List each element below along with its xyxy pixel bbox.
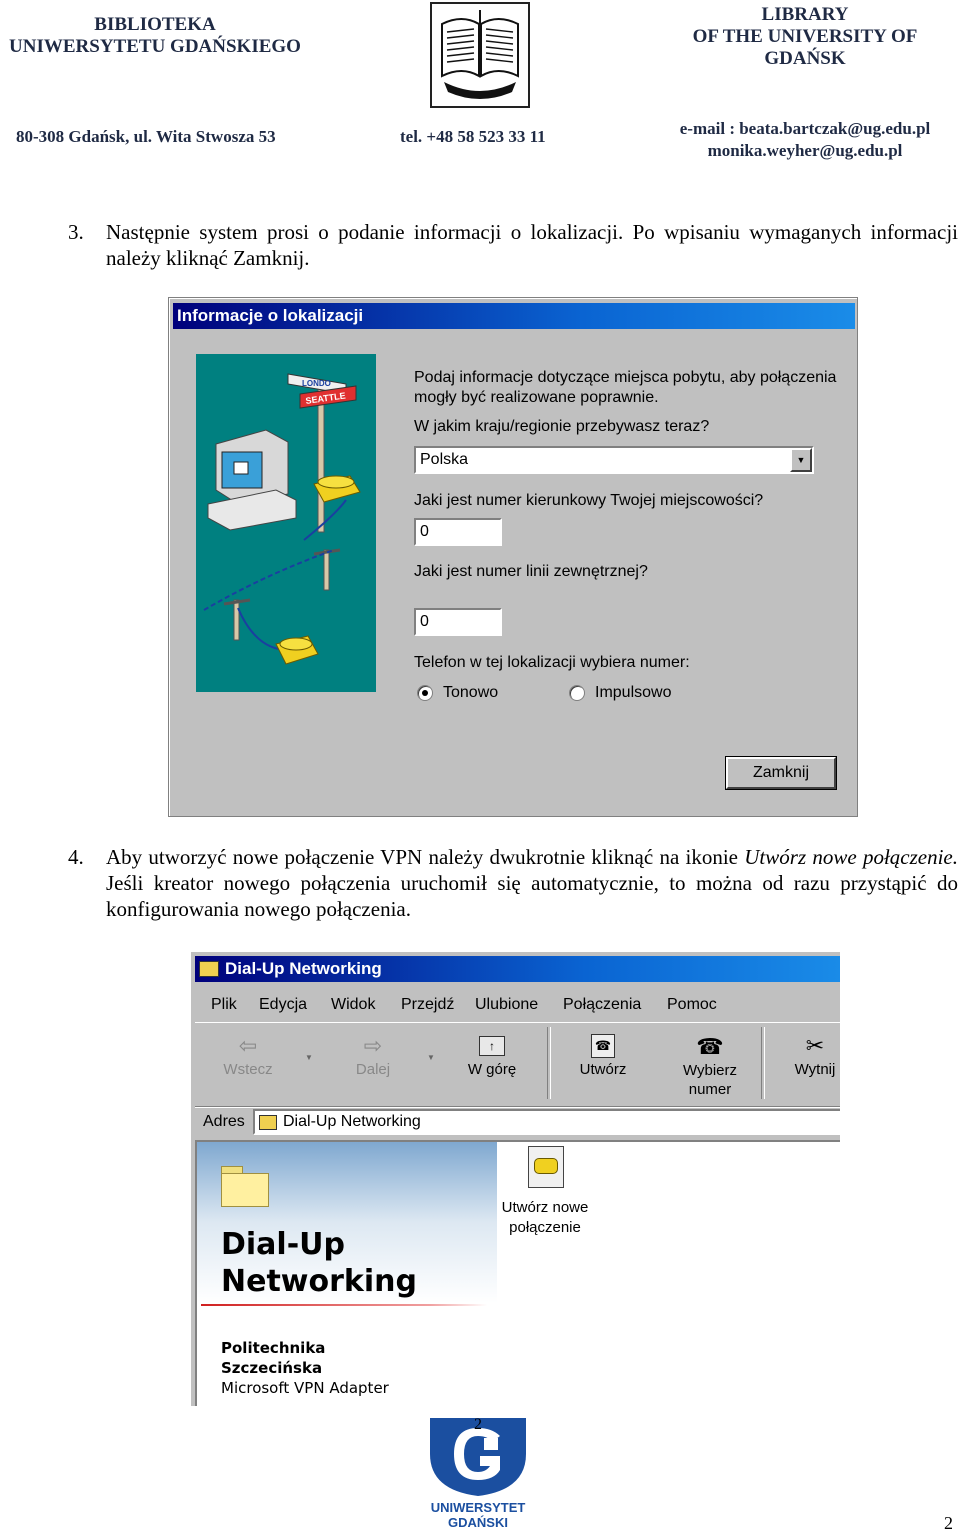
sign-seattle: SEATTLE: [304, 390, 347, 406]
scissors-icon: ✂: [805, 1033, 825, 1058]
title-divider: [201, 1304, 487, 1306]
tone-radio-option[interactable]: [417, 684, 498, 702]
university-logo: [410, 1414, 546, 1530]
folder-title: Dial-Up Networking: [221, 1227, 417, 1299]
outside-line-value: 0: [420, 613, 429, 630]
library-name-pl: BIBLIOTEKA UNIWERSYTETU GDAŃSKIEGO: [9, 14, 301, 57]
address-label: Adres: [203, 1113, 245, 1130]
folder-phone-icon: [199, 961, 219, 977]
folder-icon: [221, 1166, 269, 1206]
toolbar: [195, 1022, 840, 1105]
toolbar-separator: [761, 1027, 765, 1099]
toolbar-separator: [547, 1027, 551, 1099]
up-button[interactable]: ↑ W górę: [457, 1031, 527, 1078]
pulse-radio-option[interactable]: [569, 684, 671, 702]
chevron-down-icon: ▼: [796, 455, 806, 465]
library-logo: [430, 2, 530, 108]
create-button[interactable]: ☎ Utwórz: [563, 1031, 643, 1078]
country-question: W jakim kraju/regionie przebywasz teraz?: [414, 418, 710, 435]
outside-line-question: Jaki jest numer linii zewnętrznej?: [414, 563, 648, 580]
country-select-value: Polska: [420, 451, 469, 468]
dropdown-arrow-button[interactable]: [790, 448, 812, 472]
country-select[interactable]: [414, 446, 814, 474]
library-address: 80-308 Gdańsk, ul. Wita Stwosza 53: [16, 127, 276, 146]
phone-computer-illustration-icon: [196, 354, 376, 692]
back-dropdown-icon[interactable]: ▼: [305, 1053, 313, 1062]
arrow-left-icon: ⇦: [238, 1033, 258, 1058]
address-value: Dial-Up Networking: [283, 1113, 421, 1130]
address-bar: [195, 1106, 840, 1137]
area-code-question: Jaki jest numer kierunkowy Twojej miejscowości?: [414, 492, 764, 509]
location-intro: Podaj informacje dotyczące miejsca pobytu, aby połączenia mogły być realizowane poprawnie.: [414, 369, 837, 406]
book-logo-icon: [432, 4, 528, 106]
library-emails: e-mail : beata.bartczak@ug.edu.pl monika.weyher@ug.edu.pl: [679, 119, 931, 160]
area-code-value: 0: [420, 523, 429, 540]
step-3-paragraph: [68, 219, 958, 271]
menu-help[interactable]: Pomoc: [667, 996, 717, 1013]
dialup-window: [189, 950, 840, 1406]
university-name: UNIWERSYTET GDAŃSKI: [430, 1500, 526, 1530]
window-title-bar[interactable]: [195, 956, 840, 982]
dialog-title-bar[interactable]: Informacje o lokalizacji: [173, 303, 855, 329]
new-connection-emphasis: Utwórz nowe połączenie.: [744, 845, 958, 869]
menu-connections[interactable]: Połączenia: [563, 996, 642, 1013]
back-button[interactable]: ⇦ Wstecz: [213, 1031, 283, 1078]
tone-label: Tonowo: [443, 684, 499, 701]
folder-view: [195, 1140, 840, 1406]
menu-edit[interactable]: Edycja: [259, 996, 308, 1013]
dial-type-label: Telefon w tej lokalizacji wybiera numer:: [414, 654, 690, 671]
new-connection-icon: [526, 1144, 564, 1188]
selected-connection-info: Politechnika Szczecińska Microsoft VPN Adapter: [221, 1339, 389, 1397]
new-connection-icon: ☎: [563, 1031, 643, 1061]
area-code-input[interactable]: [414, 518, 502, 546]
folder-up-icon: ↑: [457, 1031, 527, 1061]
location-info-dialog: [168, 297, 858, 817]
step-number: 4.: [68, 845, 84, 869]
step-number: 3.: [68, 220, 84, 244]
step-4-paragraph: [68, 844, 958, 922]
forward-button[interactable]: ⇨ Dalej: [343, 1031, 403, 1078]
menu-file[interactable]: Plik: [211, 996, 237, 1013]
close-button[interactable]: [725, 756, 837, 790]
forward-dropdown-icon[interactable]: ▼: [427, 1053, 435, 1062]
folder-phone-icon: [259, 1115, 277, 1130]
library-phone: tel. +48 58 523 33 11: [400, 127, 546, 146]
menu-view[interactable]: Widok: [331, 996, 376, 1013]
dial-button[interactable]: ☎ Wybierz numer: [665, 1031, 755, 1099]
library-name-en: LIBRARY OF THE UNIVERSITY OF GDAŃSK: [692, 4, 918, 69]
new-connection-item[interactable]: Utwórz nowe połączenie: [485, 1144, 605, 1238]
menu-bar: [195, 988, 840, 1020]
step-text: Aby utworzyć nowe połączenie VPN należy dwukrotnie kliknąć na ikonie Utwórz nowe połączenie. Jeśli kreator nowego połączenia uruchomił się automatycznie, to można od razu przystąpić do konfigurowania nowego połączenia.: [106, 845, 958, 921]
dial-phone-icon: ☎: [696, 1033, 724, 1059]
page-number: 2: [944, 1513, 953, 1533]
pulse-radio-button[interactable]: [569, 685, 585, 701]
menu-go[interactable]: Przejdź: [401, 996, 455, 1013]
pulse-label: Impulsowo: [595, 684, 672, 701]
logo-page-mark: 2: [474, 1416, 482, 1433]
window-title: Dial-Up Networking: [225, 959, 382, 978]
address-field[interactable]: [253, 1109, 840, 1135]
sign-london: LONDO: [302, 379, 331, 388]
close-button-label: Zamknij: [726, 757, 836, 789]
cut-button[interactable]: ✂ Wytnij: [785, 1031, 840, 1078]
arrow-right-icon: ⇨: [363, 1033, 383, 1058]
menu-favorites[interactable]: Ulubione: [475, 996, 539, 1013]
location-illustration: [196, 354, 376, 692]
step-text: Następnie system prosi o podanie informacji o lokalizacji. Po wpisaniu wymaganych informacji należy kliknąć Zamknij.: [106, 220, 958, 270]
tone-radio-button[interactable]: [417, 685, 433, 701]
outside-line-input[interactable]: [414, 608, 502, 636]
